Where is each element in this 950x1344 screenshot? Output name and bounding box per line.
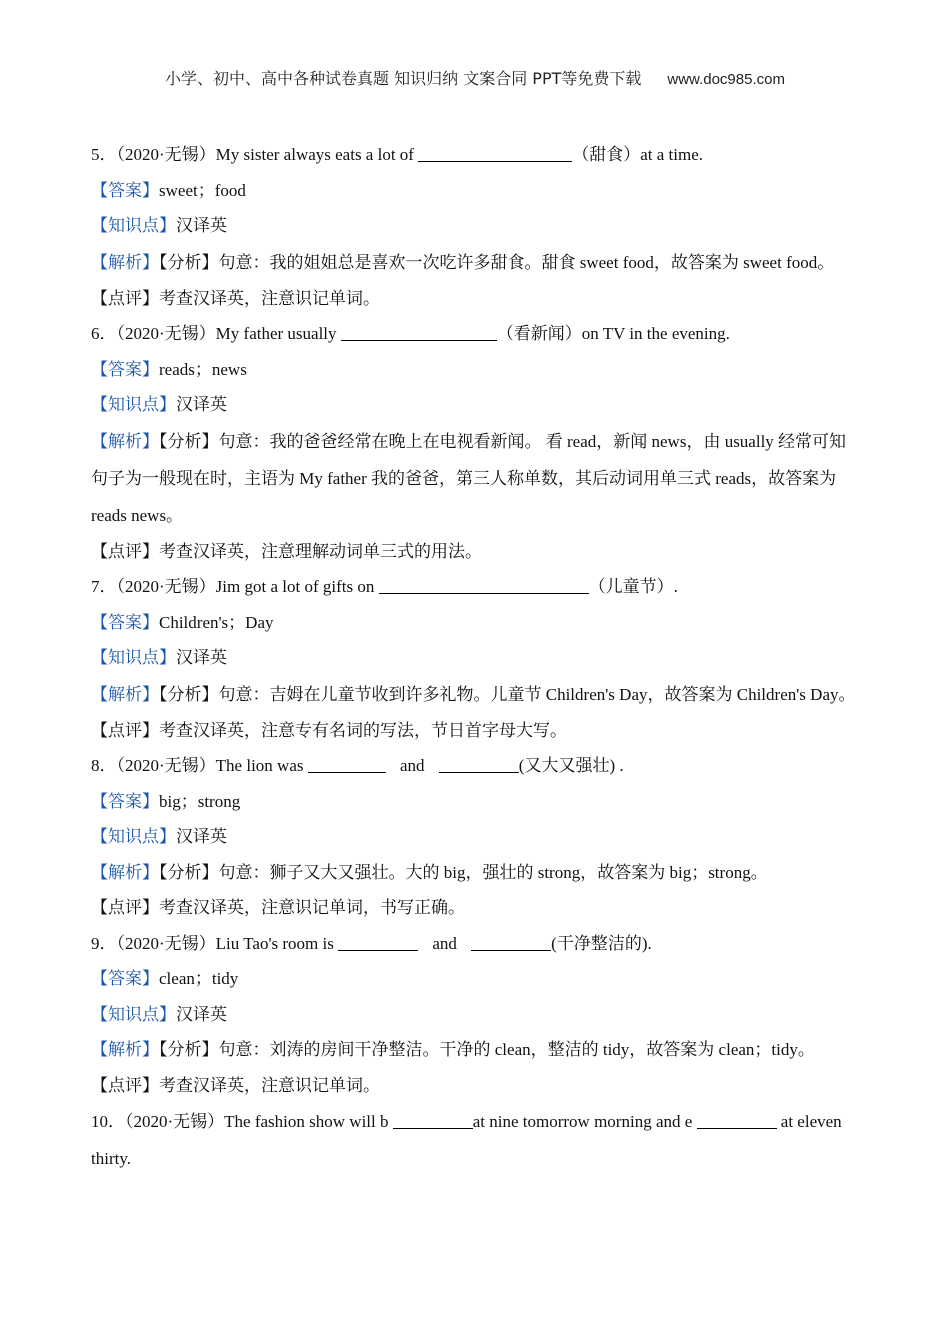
answer-5: 【答案】sweet；food	[91, 180, 246, 200]
answer-blank	[471, 933, 551, 951]
knowledge-9: 【知识点】汉译英	[91, 1004, 227, 1024]
answer-blank	[338, 933, 418, 951]
question-8: 8．（2020·无锡）The lion was and (又大又强壮) .	[91, 756, 624, 775]
question-7: 7．（2020·无锡）Jim got a lot of gifts on （儿童节）.	[91, 577, 678, 596]
comment-6: 【点评】考查汉译英，注意理解动词单三式的用法。	[91, 541, 482, 561]
answer-9: 【答案】clean；tidy	[91, 969, 239, 988]
answer-blank	[418, 144, 572, 162]
comment-9: 【点评】考查汉译英，注意识记单词。	[91, 1075, 380, 1095]
answer-blank	[308, 755, 386, 773]
question-10: 10．（2020·无锡）The fashion show will b at nine tomorrow morning and e at eleven thirty.	[91, 1112, 842, 1168]
question-5: 5．（2020·无锡）My sister always eats a lot of （甜食）at a time.	[91, 145, 703, 164]
answer-blank	[697, 1111, 777, 1129]
answer-blank	[341, 323, 497, 341]
answer-blank	[393, 1111, 473, 1129]
analysis-9: 【解析】【分析】句意：刘涛的房间干净整洁。干净的 clean，整洁的 tidy，故答案为 clean；tidy。	[91, 1040, 815, 1059]
analysis-6: 【解析】【分析】句意：我的爸爸经常在晚上在电视看新闻。 看 read，新闻 news，由 usually 经常可知句子为一般现在时，主语为 My father 我的爸爸，第三人称单数，其后动词用单三式 reads，故答案为 reads news。	[91, 431, 847, 525]
question-9: 9．（2020·无锡）Liu Tao's room is and (干净整洁的).	[91, 933, 652, 953]
document-body	[91, 137, 861, 1177]
analysis-7: 【解析】【分析】句意：吉姆在儿童节收到许多礼物。儿童节 Children's Day，故答案为 Children's Day。	[91, 684, 856, 704]
knowledge-5: 【知识点】汉译英	[91, 216, 227, 235]
comment-7: 【点评】考查汉译英，注意专有名词的写法，节日首字母大写。	[91, 720, 567, 740]
comment-5: 【点评】考查汉译英，注意识记单词。	[91, 288, 380, 308]
answer-8: 【答案】big；strong	[91, 791, 241, 811]
page-header	[0, 66, 950, 89]
analysis-8: 【解析】【分析】句意：狮子又大又强壮。大的 big，强壮的 strong，故答案为 big；strong。	[91, 862, 768, 882]
question-6: 6．（2020·无锡）My father usually （看新闻）on TV in the evening.	[91, 324, 730, 343]
knowledge-7: 【知识点】汉译英	[91, 648, 227, 667]
answer-6: 【答案】reads；news	[91, 359, 247, 379]
header-site: www.doc985.com	[667, 71, 785, 88]
analysis-5: 【解析】【分析】句意：我的姐姐总是喜欢一次吃许多甜食。甜食 sweet food，故答案为 sweet food。	[91, 252, 835, 272]
comment-8: 【点评】考查汉译英，注意识记单词，书写正确。	[91, 898, 465, 917]
header-text: 小学、初中、高中各种试卷真题 知识归纳 文案合同 PPT等免费下载	[165, 69, 642, 88]
knowledge-6: 【知识点】汉译英	[91, 395, 227, 414]
answer-blank	[439, 755, 519, 773]
knowledge-8: 【知识点】汉译英	[91, 827, 227, 846]
answer-7: 【答案】Children's；Day	[91, 612, 274, 632]
answer-blank	[379, 576, 589, 594]
